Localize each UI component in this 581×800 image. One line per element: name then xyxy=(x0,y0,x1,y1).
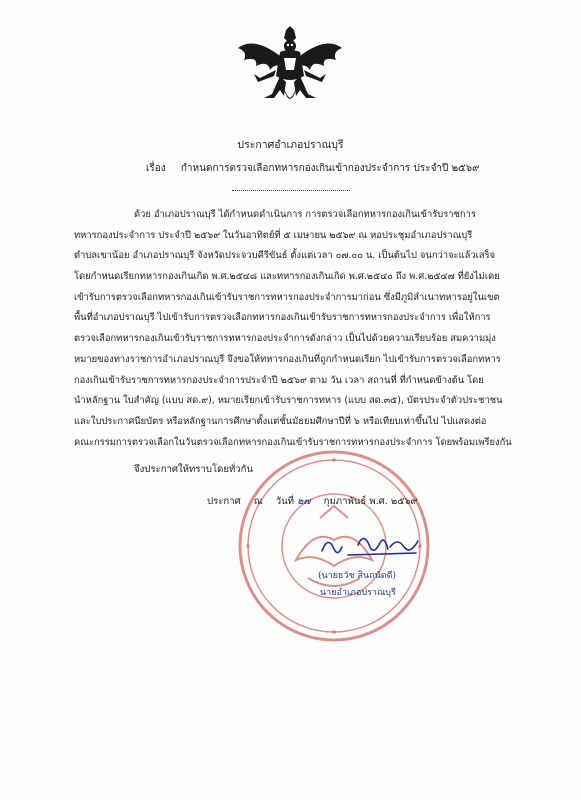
announce-date-rest: กุมภาพันธ์ พ.ศ. ๒๕๖๙ xyxy=(323,496,418,507)
announce-day-label: วันที่ xyxy=(275,496,294,507)
body-line: ตรวจเลือกทหารกองเกินเข้ารับราชการทหารกองประจำการดังกล่าว เป็นไปด้วยความเรียบร้อย สมความมุ่ง xyxy=(74,333,496,345)
document-title: ประกาศอำเภอปราณบุรี xyxy=(237,139,344,151)
signer-title: นายอำเภอปราณบุรี xyxy=(320,588,396,598)
body-text xyxy=(74,205,512,453)
body-line: นำหลักฐาน ใบสำคัญ (แบบ สด.๙), หมายเรียกเข้ารับราชการทหาร (แบบ สด.๓๕), บัตรประจำตัวประชาชน xyxy=(74,395,503,407)
body-line: ด้วย อำเภอปราณบุรี ได้กำหนดดำเนินการ การตรวจเลือกทหารกองเกินเข้ารับราชการ xyxy=(134,209,476,220)
body-line: กองเกินเข้ารับราชการทหารกองประจำการประจำปี ๒๕๖๙ ตาม วัน เวลา สถานที่ ที่กำหนดข้างต้น โดย xyxy=(74,374,484,386)
body-line: พื้นที่อำเภอปราณบุรี ไปเข้ารับการตรวจเลือกทหารกองเกินเข้ารับราชการทหารกองประจำการ เพื่อให้การ xyxy=(74,312,491,324)
announce-label: ประกาศ xyxy=(207,496,241,507)
announcement-date xyxy=(207,494,418,509)
body-line: เข้ารับการตรวจเลือกทหารกองเกินเข้ารับราชการทหารกองประจำการมาก่อน ซึ่งมีภูมิลำเนาทหารอยู่ในเขต xyxy=(74,291,500,303)
garuda-emblem-icon xyxy=(234,26,346,118)
subject-line xyxy=(146,161,566,176)
signer-name: (นายธวัช สินถนัดดี) xyxy=(318,571,396,581)
body-line: คณะกรรมการตรวจเลือกในวันตรวจเลือกทหารกองเกินเข้ารับราชการทหารกองประจำการ โดยพร้อมเพรียงกัน xyxy=(74,436,512,448)
subject-key: เรื่อง xyxy=(146,163,166,174)
signature-mark xyxy=(318,525,428,565)
divider xyxy=(232,190,350,191)
body-line: ตำบลเขาน้อย อำเภอปราณบุรี จังหวัดประจวบคีรีขันธ์ ตั้งแต่เวลา ๐๗.๐๐ น. เป็นต้นไป จนกว่าจะแล้วเสร็จ xyxy=(74,250,496,262)
body-line: และใบประกาศนียบัตร หรือหลักฐานการศึกษาตั้งแต่ชั้นมัธยมศึกษาปีที่ ๖ หรือเทียบเท่าขึ้นไป ไปแสดงต่อ xyxy=(74,415,487,427)
body-line: หมายของทางราชการอำเภอปราณบุรี จึงขอให้ทหารกองเกินที่ถูกกำหนดเรียก ไปเข้ารับการตรวจเลือกทหาร xyxy=(74,353,501,365)
body-line: ทหารกองประจำการ ประจำปี ๒๕๖๙ ในวันอาทิตย์ที่ ๕ เมษายน ๒๕๖๙ ณ หอประชุมอำเภอปราณบุรี xyxy=(74,229,473,241)
subject-text: กำหนดการตรวจเลือกทหารกองเกินเข้ากองประจำการ ประจำปี ๒๕๖๙ xyxy=(180,163,480,174)
announce-at: ณ xyxy=(253,496,263,507)
body-line: โดยกำหนดเรียกทหารกองเกินเกิด พ.ศ.๒๕๔๘ และทหารกองเกินเกิด พ.ศ.๒๕๔๐ ถึง พ.ศ.๒๕๔๗ ที่ยังไม่เคย xyxy=(74,271,500,283)
closing-statement: จึงประกาศให้ทราบโดยทั่วกัน xyxy=(134,464,254,475)
announce-day-value: ๒๗ xyxy=(297,496,311,507)
